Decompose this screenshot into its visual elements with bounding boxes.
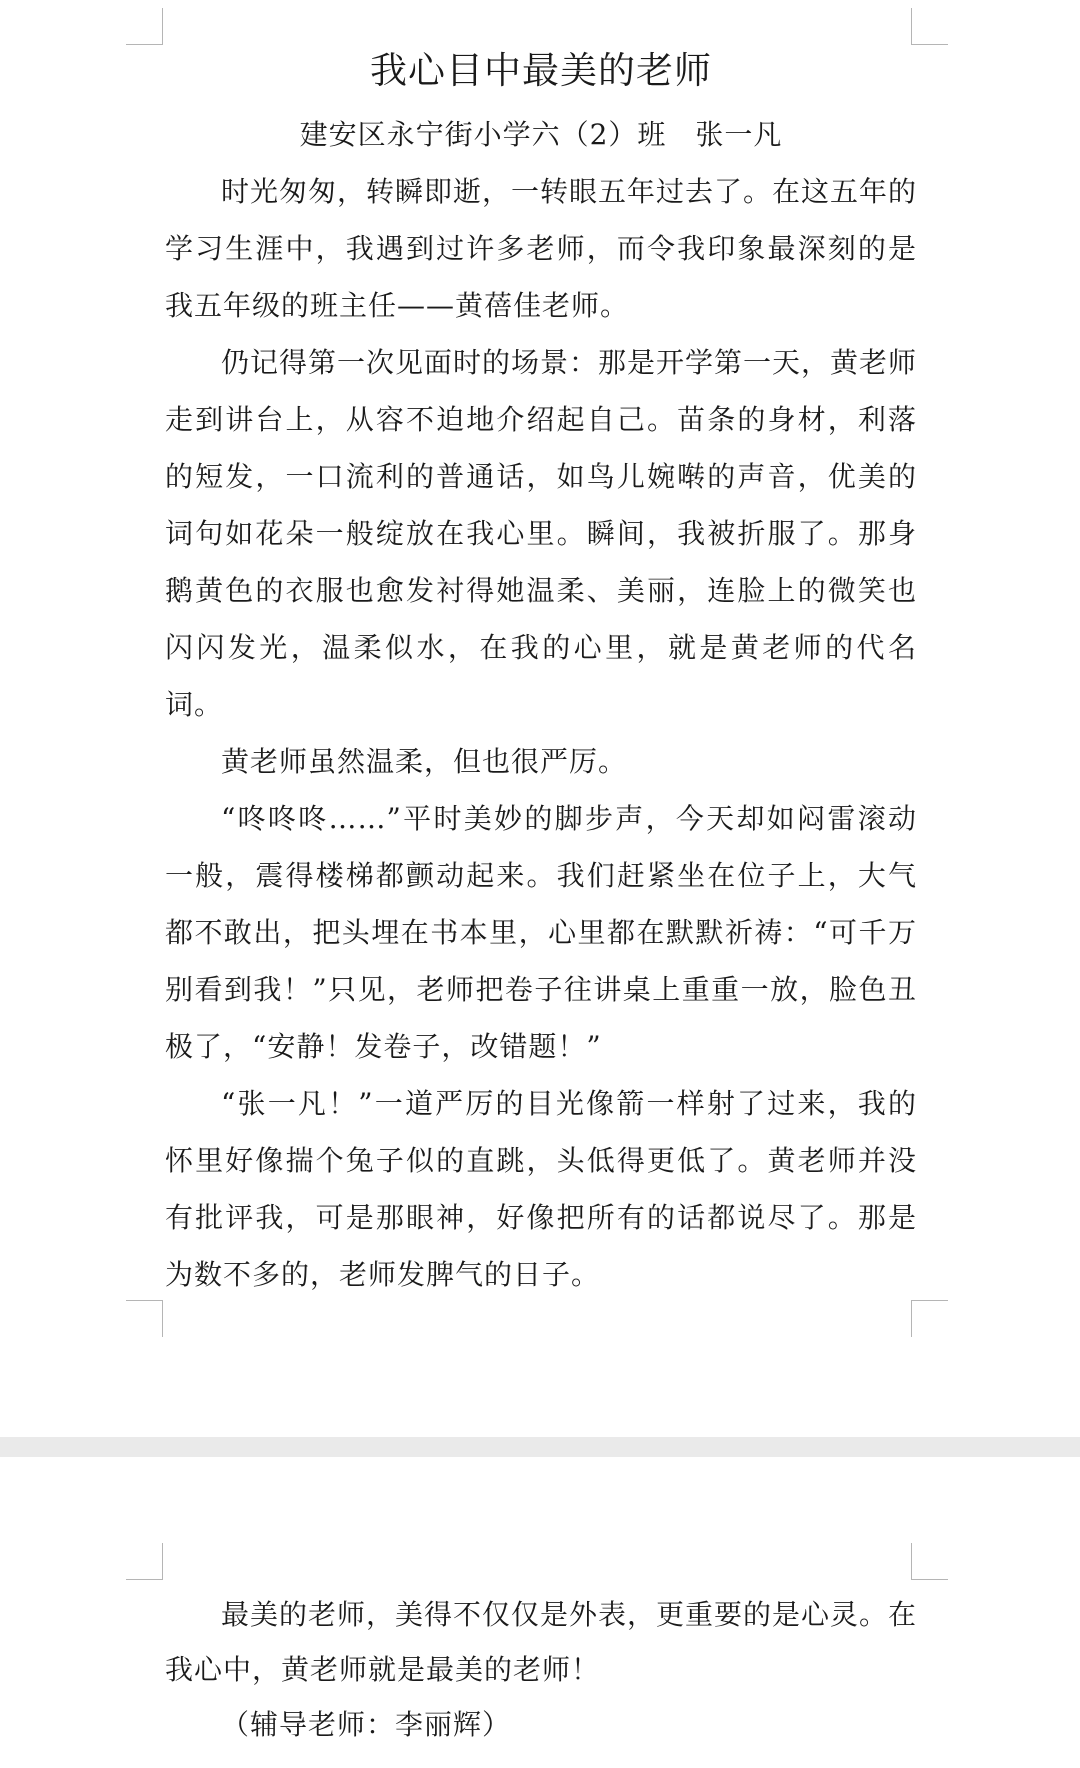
author-byline: 建安区永宁街小学六（2）班 张一凡 [299,118,783,151]
crop-mark-top-left [126,1543,163,1580]
page-separator [0,1437,1080,1457]
crop-mark-top-left [126,8,163,45]
page-1-body [165,35,917,1303]
crop-mark-top-right [911,1543,948,1580]
advisor-note: （辅导老师：李丽辉） [221,1708,512,1741]
document-title: 我心目中最美的老师 [370,49,712,92]
paragraph: 最美的老师，美得不仅仅是外表，更重要的是心灵。在我心中，黄老师就是最美的老师！ [165,1598,918,1686]
crop-mark-bottom-left [126,1300,163,1337]
paragraph: 仍记得第一次见面时的场景：那是开学第一天，黄老师走到讲台上，从容不迫地介绍起自己。苗条的身材，利落的短发，一口流利的普通话，如鸟儿婉啭的声音，优美的词句如花朵一般绽放在我心里。瞬间，我被折服了。那身鹅黄色的衣服也愈发衬得她温柔、美丽，连脸上的微笑也闪闪发光，温柔似水，在我的心里，就是黄老师的代名词。 [165,346,918,721]
paragraph: 时光匆匆，转瞬即逝，一转眼五年过去了。在这五年的学习生涯中，我遇到过许多老师，而令我印象最深刻的是我五年级的班主任——黄蓓佳老师。 [165,175,918,322]
page-2-body [165,1587,917,1752]
paragraph: 黄老师虽然温柔，但也很严厉。 [221,745,628,778]
crop-mark-bottom-right [911,1300,948,1337]
document-page-2 [0,1457,1080,1768]
paragraph: “咚咚咚……”平时美妙的脚步声，今天却如闷雷滚动一般，震得楼梯都颤动起来。我们赶紧坐在位子上，大气都不敢出，把头埋在书本里，心里都在默默祈祷：“可千万别看到我！”只见，老师把卷子往讲桌上重重一放，脸色丑极了，“安静！发卷子，改错题！” [165,802,917,1063]
paragraph: “张一凡！”一道严厉的目光像箭一样射了过来，我的怀里好像揣个兔子似的直跳，头低得更低了。黄老师并没有批评我，可是那眼神，好像把所有的话都说尽了。那是为数不多的，老师发脾气的日子。 [165,1087,917,1291]
